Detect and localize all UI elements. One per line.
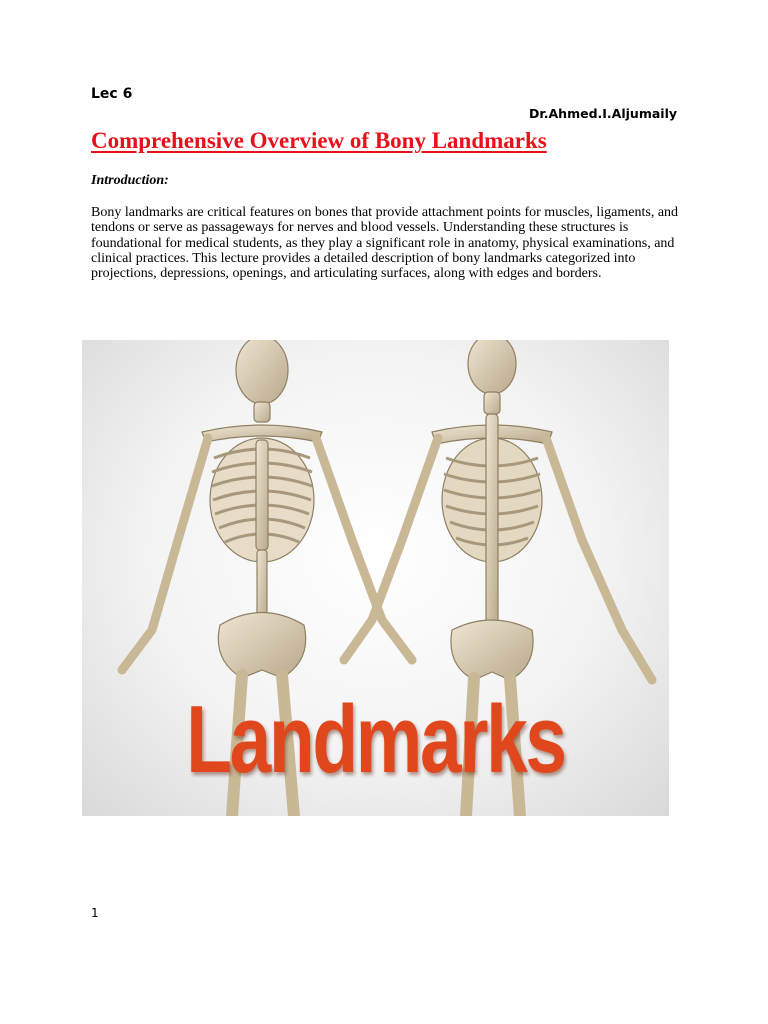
sternum-spine [256,440,268,550]
skull-back [468,340,516,394]
pelvis-back [451,620,533,680]
skeleton-illustration [82,340,669,816]
document-title: Comprehensive Overview of Bony Landmarks [91,128,547,153]
intro-heading: Introduction: [91,173,169,188]
right-arm-back [546,438,652,680]
author-name: Dr.Ahmed.I.Aljumaily [529,106,677,121]
left-arm-front [122,438,208,670]
intro-paragraph: Bony landmarks are critical features on bones that provide attachment points for muscles, ligaments, and tendons or serve as passageways for nerves and blood vessels. Understanding these structures is foundational for medical students, as they play a significant role in anatomy, physical examinations, and clinical practices. This lecture provides a detailed description of bony landmarks categorized into projections, depressions, openings, and articulating surfaces, along with edges and borders. [91,205,679,282]
pelvis-front [218,613,305,679]
figure-word-landmarks: Landmarks [186,686,565,793]
lecture-label: Lec 6 [91,86,133,102]
skull-front [236,340,288,404]
spine-back [486,414,498,634]
page-number: 1 [91,906,99,920]
